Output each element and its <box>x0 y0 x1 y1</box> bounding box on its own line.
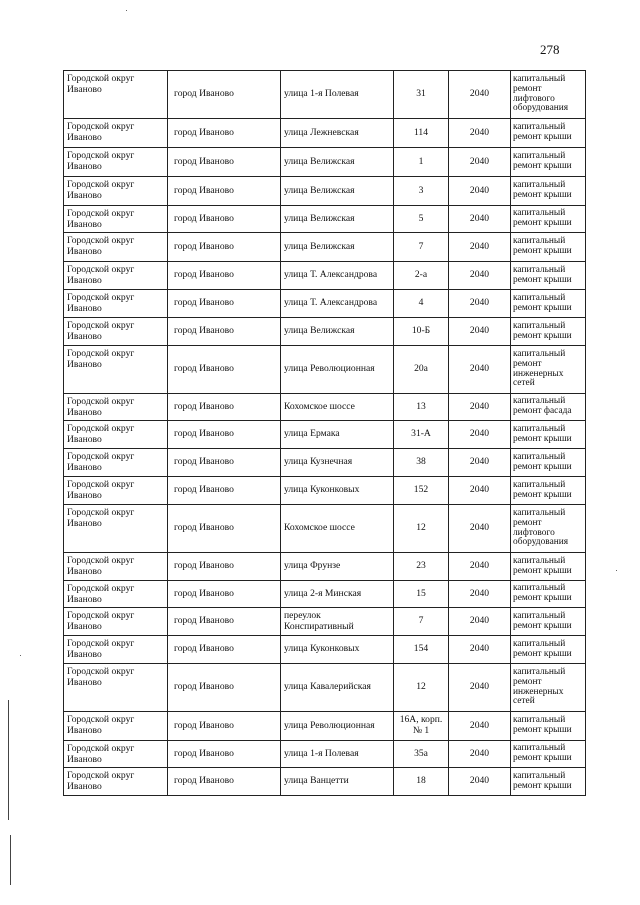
table-row <box>64 177 586 206</box>
street-cell: улица 2-я Минская <box>281 581 394 608</box>
house-number-cell: 31-А <box>394 421 449 449</box>
year-cell: 2040 <box>449 421 511 449</box>
work-type-cell: капитальный ремонт инженерных сетей <box>511 664 586 712</box>
work-type-cell: капитальный ремонт крыши <box>511 768 586 796</box>
district-cell: Городской округ Иваново <box>64 449 168 477</box>
district-cell: Городской округ Иваново <box>64 581 168 608</box>
city-cell: город Иваново <box>168 664 281 712</box>
house-number-cell: 2-а <box>394 262 449 290</box>
scan-speck <box>126 10 127 11</box>
work-type-cell: капитальный ремонт фасада <box>511 394 586 421</box>
district-cell: Городской округ Иваново <box>64 553 168 581</box>
table-row <box>64 712 586 741</box>
street-cell: улица Ванцетти <box>281 768 394 796</box>
street-cell: улица Велижская <box>281 233 394 262</box>
city-cell: город Иваново <box>168 505 281 553</box>
city-cell: город Иваново <box>168 119 281 148</box>
table-row <box>64 741 586 768</box>
street-cell: улица Куконковых <box>281 477 394 505</box>
district-cell: Городской округ Иваново <box>64 664 168 712</box>
city-cell: город Иваново <box>168 177 281 206</box>
house-number-cell: 15 <box>394 581 449 608</box>
year-cell: 2040 <box>449 553 511 581</box>
street-cell: улица Велижская <box>281 148 394 177</box>
table-row <box>64 206 586 233</box>
house-number-cell: 20а <box>394 346 449 394</box>
house-number-cell: 12 <box>394 505 449 553</box>
district-cell: Городской округ Иваново <box>64 608 168 636</box>
work-type-cell: капитальный ремонт крыши <box>511 741 586 768</box>
year-cell: 2040 <box>449 177 511 206</box>
street-cell: Кохомское шоссе <box>281 394 394 421</box>
table-row <box>64 262 586 290</box>
year-cell: 2040 <box>449 664 511 712</box>
table-row <box>64 318 586 346</box>
year-cell: 2040 <box>449 608 511 636</box>
year-cell: 2040 <box>449 636 511 664</box>
year-cell: 2040 <box>449 477 511 505</box>
city-cell: город Иваново <box>168 346 281 394</box>
street-cell: переулок Конспиративный <box>281 608 394 636</box>
house-number-cell: 12 <box>394 664 449 712</box>
house-number-cell: 7 <box>394 233 449 262</box>
house-number-cell: 154 <box>394 636 449 664</box>
scan-speck <box>616 570 617 571</box>
year-cell: 2040 <box>449 71 511 119</box>
street-cell: улица Кузнечная <box>281 449 394 477</box>
city-cell: город Иваново <box>168 206 281 233</box>
house-number-cell: 35а <box>394 741 449 768</box>
district-cell: Городской округ Иваново <box>64 233 168 262</box>
work-type-cell: капитальный ремонт крыши <box>511 636 586 664</box>
city-cell: город Иваново <box>168 233 281 262</box>
work-type-cell: капитальный ремонт крыши <box>511 712 586 741</box>
house-number-cell: 4 <box>394 290 449 318</box>
street-cell: улица Т. Александрова <box>281 262 394 290</box>
year-cell: 2040 <box>449 768 511 796</box>
house-number-cell: 16А, корп. № 1 <box>394 712 449 741</box>
year-cell: 2040 <box>449 346 511 394</box>
district-cell: Городской округ Иваново <box>64 636 168 664</box>
work-type-cell: капитальный ремонт инженерных сетей <box>511 346 586 394</box>
table-row <box>64 449 586 477</box>
district-cell: Городской округ Иваново <box>64 421 168 449</box>
street-cell: улица Велижская <box>281 177 394 206</box>
street-cell: улица 1-я Полевая <box>281 741 394 768</box>
table-row <box>64 119 586 148</box>
district-cell: Городской округ Иваново <box>64 148 168 177</box>
year-cell: 2040 <box>449 290 511 318</box>
work-type-cell: капитальный ремонт крыши <box>511 262 586 290</box>
street-cell: улица Ермака <box>281 421 394 449</box>
district-cell: Городской округ Иваново <box>64 206 168 233</box>
street-cell: улица Куконковых <box>281 636 394 664</box>
table-body <box>64 71 586 796</box>
city-cell: город Иваново <box>168 290 281 318</box>
house-number-cell: 10-Б <box>394 318 449 346</box>
street-cell: улица Революционная <box>281 712 394 741</box>
work-type-cell: капитальный ремонт крыши <box>511 421 586 449</box>
city-cell: город Иваново <box>168 421 281 449</box>
table-row <box>64 71 586 119</box>
house-number-cell: 3 <box>394 177 449 206</box>
repair-schedule-table <box>63 70 586 796</box>
street-cell: улица Фрунзе <box>281 553 394 581</box>
house-number-cell: 7 <box>394 608 449 636</box>
work-type-cell: капитальный ремонт лифтового оборудования <box>511 71 586 119</box>
work-type-cell: капитальный ремонт лифтового оборудования <box>511 505 586 553</box>
work-type-cell: капитальный ремонт крыши <box>511 553 586 581</box>
work-type-cell: капитальный ремонт крыши <box>511 290 586 318</box>
work-type-cell: капитальный ремонт крыши <box>511 581 586 608</box>
table-row <box>64 581 586 608</box>
table-row <box>64 421 586 449</box>
street-cell: улица Революционная <box>281 346 394 394</box>
year-cell: 2040 <box>449 262 511 290</box>
city-cell: город Иваново <box>168 741 281 768</box>
district-cell: Городской округ Иваново <box>64 477 168 505</box>
district-cell: Городской округ Иваново <box>64 394 168 421</box>
house-number-cell: 5 <box>394 206 449 233</box>
city-cell: город Иваново <box>168 768 281 796</box>
city-cell: город Иваново <box>168 712 281 741</box>
street-cell: улица 1-я Полевая <box>281 71 394 119</box>
table-row <box>64 233 586 262</box>
table-row <box>64 148 586 177</box>
district-cell: Городской округ Иваново <box>64 177 168 206</box>
table-row <box>64 768 586 796</box>
work-type-cell: капитальный ремонт крыши <box>511 206 586 233</box>
district-cell: Городской округ Иваново <box>64 71 168 119</box>
year-cell: 2040 <box>449 233 511 262</box>
street-cell: улица Лежневская <box>281 119 394 148</box>
district-cell: Городской округ Иваново <box>64 318 168 346</box>
table-row <box>64 477 586 505</box>
district-cell: Городской округ Иваново <box>64 346 168 394</box>
house-number-cell: 1 <box>394 148 449 177</box>
work-type-cell: капитальный ремонт крыши <box>511 119 586 148</box>
district-cell: Городской округ Иваново <box>64 712 168 741</box>
scan-margin-line <box>10 835 11 885</box>
district-cell: Городской округ Иваново <box>64 290 168 318</box>
city-cell: город Иваново <box>168 318 281 346</box>
page-number: 278 <box>540 42 560 57</box>
street-cell: улица Кавалерийская <box>281 664 394 712</box>
year-cell: 2040 <box>449 505 511 553</box>
district-cell: Городской округ Иваново <box>64 768 168 796</box>
street-cell: улица Т. Александрова <box>281 290 394 318</box>
work-type-cell: капитальный ремонт крыши <box>511 177 586 206</box>
city-cell: город Иваново <box>168 262 281 290</box>
work-type-cell: капитальный ремонт крыши <box>511 608 586 636</box>
city-cell: город Иваново <box>168 581 281 608</box>
district-cell: Городской округ Иваново <box>64 741 168 768</box>
year-cell: 2040 <box>449 741 511 768</box>
table-row <box>64 505 586 553</box>
year-cell: 2040 <box>449 394 511 421</box>
year-cell: 2040 <box>449 119 511 148</box>
city-cell: город Иваново <box>168 148 281 177</box>
city-cell: город Иваново <box>168 477 281 505</box>
house-number-cell: 18 <box>394 768 449 796</box>
street-cell: улица Велижская <box>281 318 394 346</box>
district-cell: Городской округ Иваново <box>64 119 168 148</box>
district-cell: Городской округ Иваново <box>64 505 168 553</box>
work-type-cell: капитальный ремонт крыши <box>511 449 586 477</box>
scan-margin-line <box>8 700 9 820</box>
table-row <box>64 290 586 318</box>
district-cell: Городской округ Иваново <box>64 262 168 290</box>
work-type-cell: капитальный ремонт крыши <box>511 233 586 262</box>
city-cell: город Иваново <box>168 394 281 421</box>
year-cell: 2040 <box>449 206 511 233</box>
table-row <box>64 608 586 636</box>
house-number-cell: 38 <box>394 449 449 477</box>
scan-speck <box>20 655 21 656</box>
house-number-cell: 23 <box>394 553 449 581</box>
house-number-cell: 31 <box>394 71 449 119</box>
city-cell: город Иваново <box>168 449 281 477</box>
table-row <box>64 636 586 664</box>
table-row <box>64 553 586 581</box>
work-type-cell: капитальный ремонт крыши <box>511 477 586 505</box>
city-cell: город Иваново <box>168 608 281 636</box>
year-cell: 2040 <box>449 449 511 477</box>
city-cell: город Иваново <box>168 553 281 581</box>
year-cell: 2040 <box>449 148 511 177</box>
house-number-cell: 152 <box>394 477 449 505</box>
work-type-cell: капитальный ремонт крыши <box>511 148 586 177</box>
year-cell: 2040 <box>449 318 511 346</box>
house-number-cell: 114 <box>394 119 449 148</box>
city-cell: город Иваново <box>168 636 281 664</box>
table-row <box>64 664 586 712</box>
year-cell: 2040 <box>449 581 511 608</box>
street-cell: улица Велижская <box>281 206 394 233</box>
city-cell: город Иваново <box>168 71 281 119</box>
street-cell: Кохомское шоссе <box>281 505 394 553</box>
work-type-cell: капитальный ремонт крыши <box>511 318 586 346</box>
house-number-cell: 13 <box>394 394 449 421</box>
table-row <box>64 346 586 394</box>
year-cell: 2040 <box>449 712 511 741</box>
table-row <box>64 394 586 421</box>
